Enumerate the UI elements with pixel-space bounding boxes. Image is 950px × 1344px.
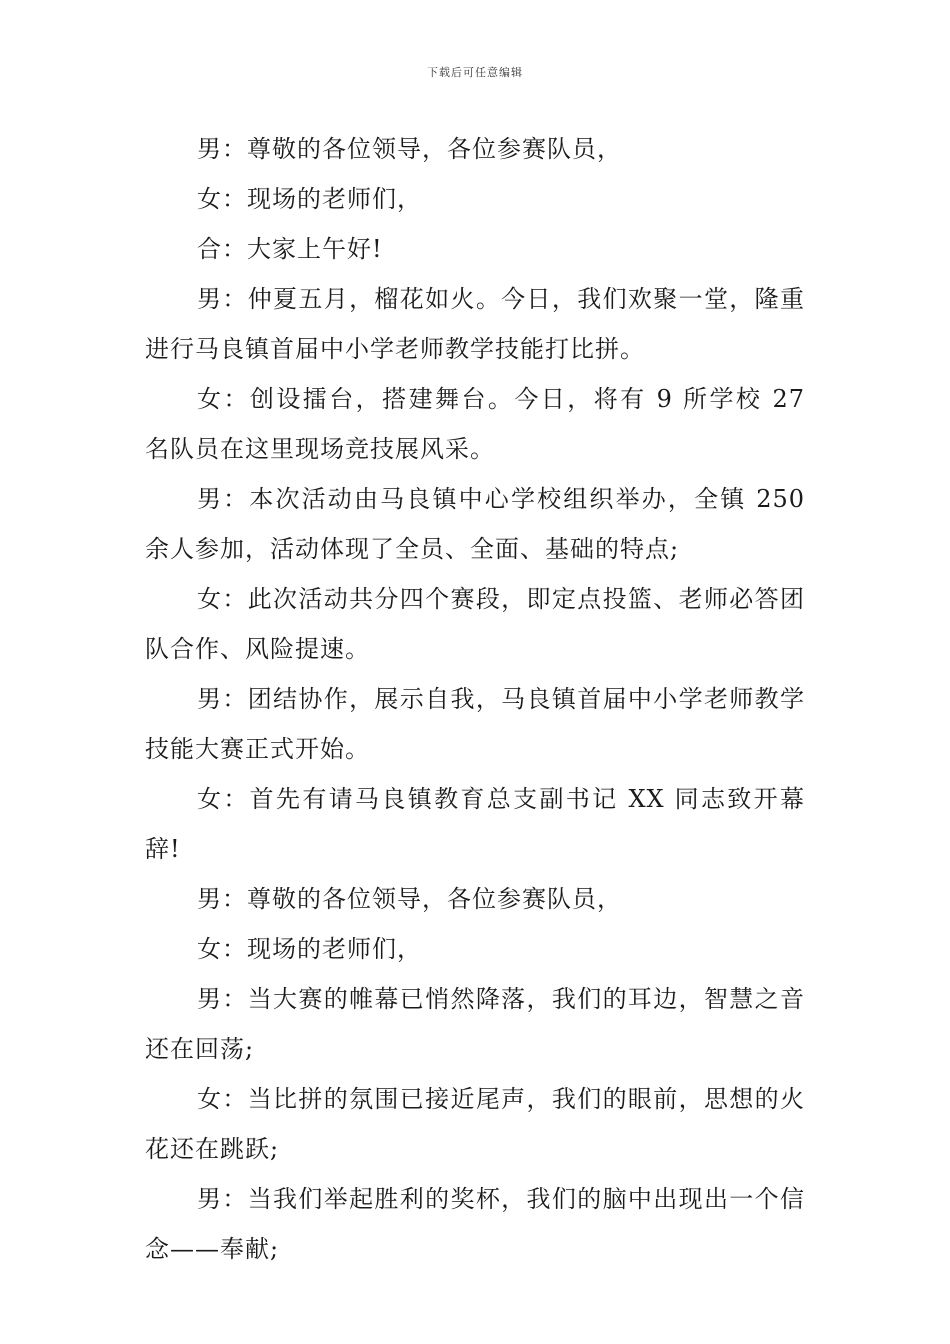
paragraph: 女：现场的老师们， bbox=[197, 185, 422, 213]
paragraph: 男：仲夏五月，榴花如火。今日，我们欢聚一堂，隆重进行马良镇首届中小学老师教学技能打比拼。 bbox=[145, 285, 805, 363]
download-note: 下载后可任意编辑 bbox=[427, 66, 523, 79]
paragraph: 男：尊敬的各位领导，各位参赛队员， bbox=[197, 135, 622, 163]
paragraph: 合：大家上午好! bbox=[197, 235, 383, 263]
paragraph: 男：本次活动由马良镇中心学校组织举办，全镇 250 余人参加，活动体现了全员、全面、基础的特点; bbox=[145, 485, 805, 563]
paragraph: 男：当我们举起胜利的奖杯，我们的脑中出现出一个信念——奉献; bbox=[145, 1185, 805, 1263]
paragraph: 男：尊敬的各位领导，各位参赛队员， bbox=[197, 885, 622, 913]
paragraph: 男：当大赛的帷幕已悄然降落，我们的耳边，智慧之音还在回荡; bbox=[145, 985, 805, 1063]
paragraph: 女：首先有请马良镇教育总支副书记 XX 同志致开幕辞! bbox=[145, 785, 805, 863]
paragraph: 女：创设擂台，搭建舞台。今日，将有 9 所学校 27 名队员在这里现场竞技展风采。 bbox=[145, 385, 805, 463]
paragraph: 女：现场的老师们， bbox=[197, 935, 422, 963]
paragraph: 女：此次活动共分四个赛段，即定点投篮、老师必答团队合作、风险提速。 bbox=[145, 585, 805, 663]
paragraph: 男：团结协作，展示自我，马良镇首届中小学老师教学技能大赛正式开始。 bbox=[145, 685, 805, 763]
document-body bbox=[145, 124, 805, 1274]
paragraph: 女：当比拼的氛围已接近尾声，我们的眼前，思想的火花还在跳跃; bbox=[145, 1085, 805, 1163]
